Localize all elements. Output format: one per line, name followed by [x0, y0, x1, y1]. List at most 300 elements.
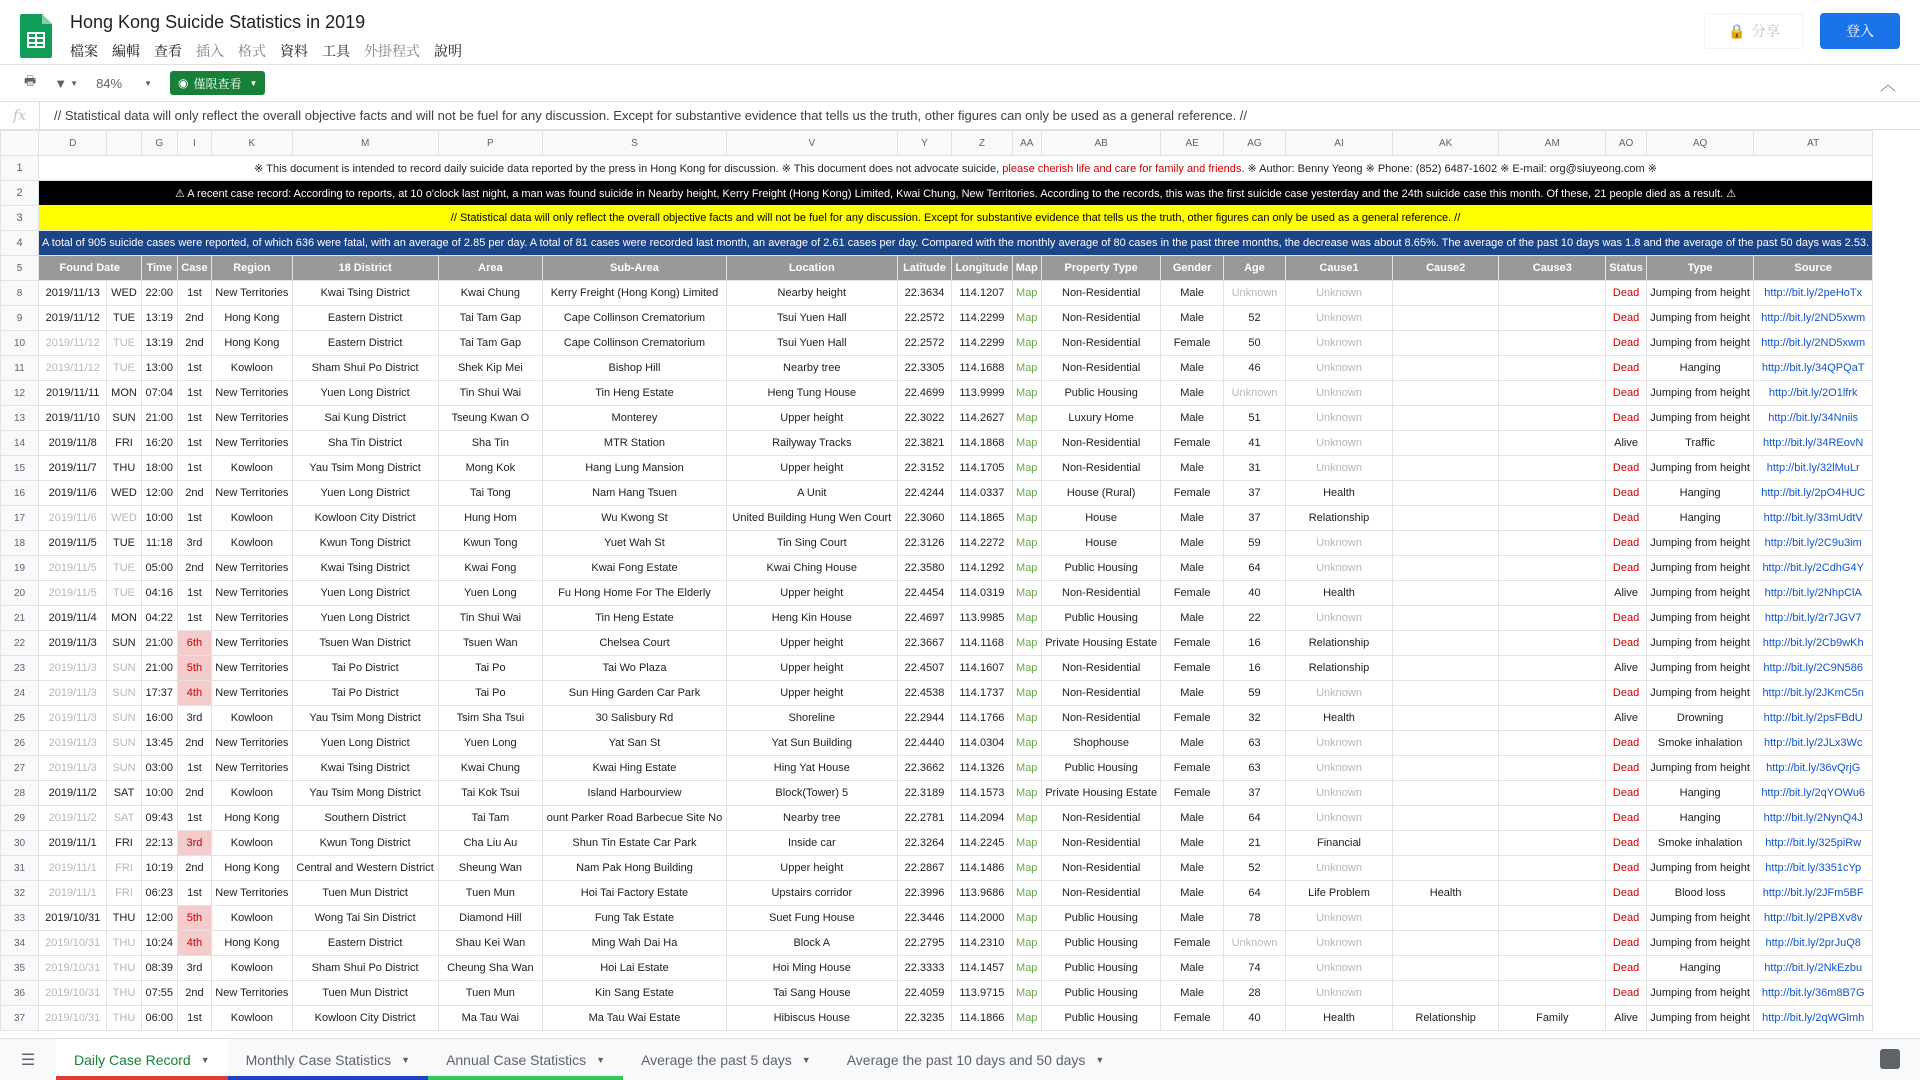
- row-number[interactable]: 5: [1, 256, 39, 281]
- district-cell[interactable]: Tuen Mun District: [292, 881, 438, 906]
- cause2-cell[interactable]: [1392, 406, 1499, 431]
- district-cell[interactable]: Southern District: [292, 806, 438, 831]
- sub-area-cell[interactable]: Hoi Tai Factory Estate: [543, 881, 727, 906]
- region-cell[interactable]: New Territories: [212, 556, 293, 581]
- case-cell[interactable]: 5th: [177, 656, 211, 681]
- location-cell[interactable]: Upstairs corridor: [726, 881, 897, 906]
- column-header[interactable]: AQ: [1646, 131, 1753, 156]
- property-type-cell[interactable]: Non-Residential: [1041, 456, 1161, 481]
- status-cell[interactable]: Dead: [1606, 731, 1647, 756]
- grid-area[interactable]: [0, 130, 1920, 1038]
- time-cell[interactable]: 17:37: [141, 681, 177, 706]
- gender-cell[interactable]: Male: [1161, 406, 1223, 431]
- gender-cell[interactable]: Female: [1161, 756, 1223, 781]
- property-type-cell[interactable]: Private Housing Estate: [1041, 631, 1161, 656]
- found-date-cell[interactable]: 2019/11/2: [39, 806, 107, 831]
- district-cell[interactable]: Kwai Tsing District: [292, 556, 438, 581]
- status-cell[interactable]: Alive: [1606, 431, 1647, 456]
- latitude-cell[interactable]: 22.4244: [897, 481, 951, 506]
- latitude-cell[interactable]: 22.4538: [897, 681, 951, 706]
- banner-cell[interactable]: [39, 156, 1873, 181]
- weekday-cell[interactable]: TUE: [107, 556, 141, 581]
- sub-area-cell[interactable]: Ma Tau Wai Estate: [543, 1006, 727, 1031]
- map-link[interactable]: Map: [1012, 406, 1041, 431]
- type-cell[interactable]: Jumping from height: [1646, 606, 1753, 631]
- latitude-cell[interactable]: 22.2867: [897, 856, 951, 881]
- found-date-cell[interactable]: 2019/11/3: [39, 731, 107, 756]
- cause1-cell[interactable]: Unknown: [1286, 456, 1393, 481]
- map-link[interactable]: Map: [1012, 456, 1041, 481]
- gender-cell[interactable]: Male: [1161, 506, 1223, 531]
- case-cell[interactable]: 1st: [177, 456, 211, 481]
- found-date-cell[interactable]: 2019/10/31: [39, 981, 107, 1006]
- gender-cell[interactable]: Male: [1161, 831, 1223, 856]
- property-type-cell[interactable]: Non-Residential: [1041, 806, 1161, 831]
- table-row[interactable]: [1, 706, 1873, 731]
- longitude-cell[interactable]: 114.1168: [952, 631, 1013, 656]
- property-type-cell[interactable]: Public Housing: [1041, 956, 1161, 981]
- time-cell[interactable]: 13:00: [141, 356, 177, 381]
- source-link[interactable]: http://bit.ly/34REovN: [1754, 431, 1873, 456]
- sub-area-cell[interactable]: Island Harbourview: [543, 781, 727, 806]
- area-cell[interactable]: Tai Kok Tsui: [438, 781, 543, 806]
- property-type-cell[interactable]: Non-Residential: [1041, 681, 1161, 706]
- area-cell[interactable]: Hung Hom: [438, 506, 543, 531]
- status-cell[interactable]: Dead: [1606, 281, 1647, 306]
- cause1-cell[interactable]: Unknown: [1286, 606, 1393, 631]
- share-button[interactable]: [1704, 13, 1804, 49]
- cause1-cell[interactable]: Unknown: [1286, 381, 1393, 406]
- gender-cell[interactable]: Female: [1161, 431, 1223, 456]
- header-gender[interactable]: Gender: [1161, 256, 1223, 281]
- type-cell[interactable]: Drowning: [1646, 706, 1753, 731]
- cause1-cell[interactable]: Unknown: [1286, 556, 1393, 581]
- status-cell[interactable]: Dead: [1606, 331, 1647, 356]
- cause2-cell[interactable]: [1392, 606, 1499, 631]
- row-number[interactable]: 35: [1, 956, 39, 981]
- cause3-cell[interactable]: [1499, 756, 1606, 781]
- found-date-cell[interactable]: 2019/11/4: [39, 606, 107, 631]
- gender-cell[interactable]: Female: [1161, 1006, 1223, 1031]
- latitude-cell[interactable]: 22.3060: [897, 506, 951, 531]
- age-cell[interactable]: 40: [1223, 1006, 1285, 1031]
- location-cell[interactable]: Suet Fung House: [726, 906, 897, 931]
- cause2-cell[interactable]: [1392, 456, 1499, 481]
- type-cell[interactable]: Jumping from height: [1646, 306, 1753, 331]
- age-cell[interactable]: 78: [1223, 906, 1285, 931]
- location-cell[interactable]: Railyway Tracks: [726, 431, 897, 456]
- weekday-cell[interactable]: SUN: [107, 706, 141, 731]
- area-cell[interactable]: Yuen Long: [438, 581, 543, 606]
- map-link[interactable]: Map: [1012, 756, 1041, 781]
- row-number[interactable]: 1: [1, 156, 39, 181]
- type-cell[interactable]: Jumping from height: [1646, 406, 1753, 431]
- source-link[interactable]: http://bit.ly/2O1lfrk: [1754, 381, 1873, 406]
- latitude-cell[interactable]: 22.3996: [897, 881, 951, 906]
- time-cell[interactable]: 21:00: [141, 656, 177, 681]
- map-link[interactable]: Map: [1012, 506, 1041, 531]
- gender-cell[interactable]: Male: [1161, 606, 1223, 631]
- property-type-cell[interactable]: House (Rural): [1041, 481, 1161, 506]
- longitude-cell[interactable]: 114.1705: [952, 456, 1013, 481]
- type-cell[interactable]: Hanging: [1646, 806, 1753, 831]
- cause2-cell[interactable]: [1392, 931, 1499, 956]
- latitude-cell[interactable]: 22.2572: [897, 306, 951, 331]
- banner-cell[interactable]: // Statistical data will only reflect the overall objective facts and will not be fuel for any discussion. Except for substantive evidence that tells us the truth, other figures can only be used as a general reference. //: [39, 206, 1873, 231]
- cause3-cell[interactable]: [1499, 981, 1606, 1006]
- latitude-cell[interactable]: 22.3580: [897, 556, 951, 581]
- row-number[interactable]: 36: [1, 981, 39, 1006]
- longitude-cell[interactable]: 113.9715: [952, 981, 1013, 1006]
- cause1-cell[interactable]: Unknown: [1286, 856, 1393, 881]
- found-date-cell[interactable]: 2019/11/8: [39, 431, 107, 456]
- area-cell[interactable]: Tsim Sha Tsui: [438, 706, 543, 731]
- type-cell[interactable]: Hanging: [1646, 481, 1753, 506]
- type-cell[interactable]: Jumping from height: [1646, 631, 1753, 656]
- cause1-cell[interactable]: Unknown: [1286, 681, 1393, 706]
- case-cell[interactable]: 1st: [177, 406, 211, 431]
- chevron-down-icon[interactable]: ▼: [401, 1054, 411, 1065]
- gender-cell[interactable]: Male: [1161, 956, 1223, 981]
- type-cell[interactable]: Jumping from height: [1646, 581, 1753, 606]
- header-longitude[interactable]: Longitude: [952, 256, 1013, 281]
- weekday-cell[interactable]: TUE: [107, 531, 141, 556]
- cause3-cell[interactable]: [1499, 556, 1606, 581]
- region-cell[interactable]: New Territories: [212, 756, 293, 781]
- district-cell[interactable]: Kwai Tsing District: [292, 281, 438, 306]
- location-cell[interactable]: Upper height: [726, 656, 897, 681]
- type-cell[interactable]: Jumping from height: [1646, 981, 1753, 1006]
- sub-area-cell[interactable]: Tin Heng Estate: [543, 606, 727, 631]
- district-cell[interactable]: Tsuen Wan District: [292, 631, 438, 656]
- age-cell[interactable]: 21: [1223, 831, 1285, 856]
- row-number[interactable]: 31: [1, 856, 39, 881]
- case-cell[interactable]: 6th: [177, 631, 211, 656]
- case-cell[interactable]: 2nd: [177, 981, 211, 1006]
- area-cell[interactable]: Tin Shui Wai: [438, 606, 543, 631]
- cause2-cell[interactable]: [1392, 581, 1499, 606]
- district-cell[interactable]: Eastern District: [292, 931, 438, 956]
- menu-addons[interactable]: 外掛程式: [364, 43, 420, 59]
- gender-cell[interactable]: Male: [1161, 806, 1223, 831]
- region-cell[interactable]: New Territories: [212, 381, 293, 406]
- time-cell[interactable]: 13:45: [141, 731, 177, 756]
- weekday-cell[interactable]: FRI: [107, 881, 141, 906]
- case-cell[interactable]: 1st: [177, 756, 211, 781]
- column-header[interactable]: K: [212, 131, 293, 156]
- source-link[interactable]: http://bit.ly/36vQrjG: [1754, 756, 1873, 781]
- district-cell[interactable]: Tuen Mun District: [292, 981, 438, 1006]
- weekday-cell[interactable]: THU: [107, 1006, 141, 1031]
- longitude-cell[interactable]: 114.2299: [952, 331, 1013, 356]
- weekday-cell[interactable]: TUE: [107, 306, 141, 331]
- age-cell[interactable]: 64: [1223, 806, 1285, 831]
- weekday-cell[interactable]: SAT: [107, 806, 141, 831]
- area-cell[interactable]: Kwun Tong: [438, 531, 543, 556]
- type-cell[interactable]: Hanging: [1646, 781, 1753, 806]
- age-cell[interactable]: 64: [1223, 881, 1285, 906]
- latitude-cell[interactable]: 22.4059: [897, 981, 951, 1006]
- found-date-cell[interactable]: 2019/11/3: [39, 706, 107, 731]
- region-cell[interactable]: Hong Kong: [212, 331, 293, 356]
- district-cell[interactable]: Kwai Tsing District: [292, 756, 438, 781]
- status-cell[interactable]: Alive: [1606, 1006, 1647, 1031]
- status-cell[interactable]: Dead: [1606, 981, 1647, 1006]
- weekday-cell[interactable]: WED: [107, 481, 141, 506]
- gender-cell[interactable]: Male: [1161, 306, 1223, 331]
- area-cell[interactable]: Tuen Mun: [438, 981, 543, 1006]
- row-number[interactable]: 9: [1, 306, 39, 331]
- area-cell[interactable]: Tai Po: [438, 656, 543, 681]
- sheet-tab-5[interactable]: [829, 1039, 1123, 1080]
- row-number[interactable]: 25: [1, 706, 39, 731]
- table-row[interactable]: [1, 731, 1873, 756]
- area-cell[interactable]: Sha Tin: [438, 431, 543, 456]
- sub-area-cell[interactable]: Kwai Fong Estate: [543, 556, 727, 581]
- age-cell[interactable]: Unknown: [1223, 281, 1285, 306]
- weekday-cell[interactable]: FRI: [107, 856, 141, 881]
- age-cell[interactable]: 16: [1223, 656, 1285, 681]
- district-cell[interactable]: Yuen Long District: [292, 381, 438, 406]
- gender-cell[interactable]: Female: [1161, 781, 1223, 806]
- map-link[interactable]: Map: [1012, 606, 1041, 631]
- age-cell[interactable]: 37: [1223, 481, 1285, 506]
- source-link[interactable]: http://bit.ly/3351cYp: [1754, 856, 1873, 881]
- location-cell[interactable]: Heng Kin House: [726, 606, 897, 631]
- location-cell[interactable]: Shoreline: [726, 706, 897, 731]
- time-cell[interactable]: 10:24: [141, 931, 177, 956]
- case-cell[interactable]: 1st: [177, 1006, 211, 1031]
- row-number[interactable]: 29: [1, 806, 39, 831]
- table-row[interactable]: [1, 956, 1873, 981]
- cause2-cell[interactable]: [1392, 856, 1499, 881]
- status-cell[interactable]: Dead: [1606, 881, 1647, 906]
- cause3-cell[interactable]: Family: [1499, 1006, 1606, 1031]
- time-cell[interactable]: 16:20: [141, 431, 177, 456]
- gender-cell[interactable]: Male: [1161, 381, 1223, 406]
- row-number[interactable]: 4: [1, 231, 39, 256]
- sub-area-cell[interactable]: Bishop Hill: [543, 356, 727, 381]
- type-cell[interactable]: Jumping from height: [1646, 531, 1753, 556]
- found-date-cell[interactable]: 2019/10/31: [39, 1006, 107, 1031]
- case-cell[interactable]: 3rd: [177, 706, 211, 731]
- region-cell[interactable]: New Territories: [212, 881, 293, 906]
- table-row[interactable]: [1, 856, 1873, 881]
- case-cell[interactable]: 2nd: [177, 856, 211, 881]
- gender-cell[interactable]: Male: [1161, 981, 1223, 1006]
- latitude-cell[interactable]: 22.4507: [897, 656, 951, 681]
- latitude-cell[interactable]: 22.3446: [897, 906, 951, 931]
- row-number[interactable]: 19: [1, 556, 39, 581]
- time-cell[interactable]: 07:55: [141, 981, 177, 1006]
- source-link[interactable]: http://bit.ly/34Nniis: [1754, 406, 1873, 431]
- case-cell[interactable]: 1st: [177, 431, 211, 456]
- location-cell[interactable]: Hing Yat House: [726, 756, 897, 781]
- menu-insert[interactable]: 插入: [196, 43, 224, 59]
- cause2-cell[interactable]: [1392, 531, 1499, 556]
- location-cell[interactable]: Heng Tung House: [726, 381, 897, 406]
- longitude-cell[interactable]: 114.2310: [952, 931, 1013, 956]
- map-link[interactable]: Map: [1012, 281, 1041, 306]
- property-type-cell[interactable]: Public Housing: [1041, 556, 1161, 581]
- property-type-cell[interactable]: Non-Residential: [1041, 331, 1161, 356]
- latitude-cell[interactable]: 22.3821: [897, 431, 951, 456]
- region-cell[interactable]: Hong Kong: [212, 856, 293, 881]
- status-cell[interactable]: Dead: [1606, 781, 1647, 806]
- weekday-cell[interactable]: THU: [107, 956, 141, 981]
- time-cell[interactable]: 13:19: [141, 306, 177, 331]
- cause2-cell[interactable]: [1392, 331, 1499, 356]
- district-cell[interactable]: Kowloon City District: [292, 506, 438, 531]
- row-number[interactable]: 23: [1, 656, 39, 681]
- age-cell[interactable]: Unknown: [1223, 931, 1285, 956]
- found-date-cell[interactable]: 2019/11/3: [39, 656, 107, 681]
- weekday-cell[interactable]: THU: [107, 906, 141, 931]
- area-cell[interactable]: Mong Kok: [438, 456, 543, 481]
- login-button[interactable]: 登入: [1820, 13, 1900, 49]
- type-cell[interactable]: Jumping from height: [1646, 656, 1753, 681]
- time-cell[interactable]: 21:00: [141, 631, 177, 656]
- sheet-tab-2[interactable]: [228, 1039, 428, 1080]
- status-cell[interactable]: Dead: [1606, 806, 1647, 831]
- latitude-cell[interactable]: 22.3333: [897, 956, 951, 981]
- status-cell[interactable]: Dead: [1606, 856, 1647, 881]
- print-button[interactable]: [24, 72, 36, 94]
- region-cell[interactable]: New Territories: [212, 631, 293, 656]
- area-cell[interactable]: Shau Kei Wan: [438, 931, 543, 956]
- chevron-down-icon[interactable]: ▼: [596, 1054, 606, 1065]
- weekday-cell[interactable]: MON: [107, 381, 141, 406]
- location-cell[interactable]: Upper height: [726, 631, 897, 656]
- gender-cell[interactable]: Male: [1161, 356, 1223, 381]
- column-header[interactable]: AB: [1041, 131, 1161, 156]
- age-cell[interactable]: 59: [1223, 681, 1285, 706]
- sub-area-cell[interactable]: Chelsea Court: [543, 631, 727, 656]
- weekday-cell[interactable]: SUN: [107, 756, 141, 781]
- latitude-cell[interactable]: 22.3152: [897, 456, 951, 481]
- cause1-cell[interactable]: Life Problem: [1286, 881, 1393, 906]
- type-cell[interactable]: Smoke inhalation: [1646, 731, 1753, 756]
- status-cell[interactable]: Alive: [1606, 581, 1647, 606]
- latitude-cell[interactable]: 22.2572: [897, 331, 951, 356]
- status-cell[interactable]: Dead: [1606, 356, 1647, 381]
- type-cell[interactable]: Jumping from height: [1646, 1006, 1753, 1031]
- area-cell[interactable]: Cha Liu Au: [438, 831, 543, 856]
- time-cell[interactable]: 10:00: [141, 506, 177, 531]
- location-cell[interactable]: United Building Hung Wen Court: [726, 506, 897, 531]
- cause2-cell[interactable]: [1392, 656, 1499, 681]
- property-type-cell[interactable]: Non-Residential: [1041, 881, 1161, 906]
- property-type-cell[interactable]: Public Housing: [1041, 906, 1161, 931]
- longitude-cell[interactable]: 114.2245: [952, 831, 1013, 856]
- district-cell[interactable]: Yau Tsim Mong District: [292, 706, 438, 731]
- latitude-cell[interactable]: 22.3126: [897, 531, 951, 556]
- found-date-cell[interactable]: 2019/11/3: [39, 631, 107, 656]
- table-row[interactable]: [1, 556, 1873, 581]
- source-link[interactable]: http://bit.ly/2NkEzbu: [1754, 956, 1873, 981]
- district-cell[interactable]: Yau Tsim Mong District: [292, 456, 438, 481]
- row-number[interactable]: 3: [1, 206, 39, 231]
- cause2-cell[interactable]: [1392, 706, 1499, 731]
- column-header[interactable]: S: [543, 131, 727, 156]
- menu-tools[interactable]: 工具: [322, 43, 350, 59]
- cause1-cell[interactable]: Unknown: [1286, 531, 1393, 556]
- source-link[interactable]: http://bit.ly/2ND5xwm: [1754, 306, 1873, 331]
- weekday-cell[interactable]: THU: [107, 456, 141, 481]
- type-cell[interactable]: Jumping from height: [1646, 856, 1753, 881]
- map-link[interactable]: Map: [1012, 631, 1041, 656]
- table-row[interactable]: [1, 656, 1873, 681]
- longitude-cell[interactable]: 114.1326: [952, 756, 1013, 781]
- gender-cell[interactable]: Male: [1161, 281, 1223, 306]
- longitude-cell[interactable]: 114.1737: [952, 681, 1013, 706]
- header-type[interactable]: Type: [1646, 256, 1753, 281]
- case-cell[interactable]: 1st: [177, 356, 211, 381]
- case-cell[interactable]: 3rd: [177, 831, 211, 856]
- column-header[interactable]: I: [177, 131, 211, 156]
- map-link[interactable]: Map: [1012, 481, 1041, 506]
- longitude-cell[interactable]: 114.1688: [952, 356, 1013, 381]
- map-link[interactable]: Map: [1012, 956, 1041, 981]
- table-row[interactable]: [1, 631, 1873, 656]
- status-cell[interactable]: Alive: [1606, 706, 1647, 731]
- sub-area-cell[interactable]: Nam Hang Tsuen: [543, 481, 727, 506]
- table-row[interactable]: [1, 356, 1873, 381]
- cause1-cell[interactable]: Health: [1286, 581, 1393, 606]
- table-row[interactable]: [1, 406, 1873, 431]
- column-header[interactable]: AE: [1161, 131, 1223, 156]
- cause3-cell[interactable]: [1499, 781, 1606, 806]
- sub-area-cell[interactable]: Wu Kwong St: [543, 506, 727, 531]
- source-link[interactable]: http://bit.ly/36m8B7G: [1754, 981, 1873, 1006]
- age-cell[interactable]: 63: [1223, 731, 1285, 756]
- district-cell[interactable]: Sai Kung District: [292, 406, 438, 431]
- property-type-cell[interactable]: Non-Residential: [1041, 656, 1161, 681]
- longitude-cell[interactable]: 114.1865: [952, 506, 1013, 531]
- table-row[interactable]: [1, 756, 1873, 781]
- weekday-cell[interactable]: TUE: [107, 356, 141, 381]
- time-cell[interactable]: 13:19: [141, 331, 177, 356]
- age-cell[interactable]: 59: [1223, 531, 1285, 556]
- zoom-select[interactable]: [96, 76, 152, 91]
- time-cell[interactable]: 04:16: [141, 581, 177, 606]
- column-header[interactable]: AK: [1392, 131, 1499, 156]
- weekday-cell[interactable]: TUE: [107, 581, 141, 606]
- district-cell[interactable]: Yuen Long District: [292, 581, 438, 606]
- case-cell[interactable]: 1st: [177, 281, 211, 306]
- longitude-cell[interactable]: 114.0319: [952, 581, 1013, 606]
- location-cell[interactable]: Tin Sing Court: [726, 531, 897, 556]
- type-cell[interactable]: Jumping from height: [1646, 681, 1753, 706]
- cause2-cell[interactable]: [1392, 356, 1499, 381]
- longitude-cell[interactable]: 114.2000: [952, 906, 1013, 931]
- status-cell[interactable]: Dead: [1606, 531, 1647, 556]
- sub-area-cell[interactable]: Fu Hong Home For The Elderly: [543, 581, 727, 606]
- table-row[interactable]: [1, 581, 1873, 606]
- type-cell[interactable]: Jumping from height: [1646, 756, 1753, 781]
- location-cell[interactable]: Tsui Yuen Hall: [726, 306, 897, 331]
- gender-cell[interactable]: Male: [1161, 856, 1223, 881]
- location-cell[interactable]: Block(Tower) 5: [726, 781, 897, 806]
- region-cell[interactable]: New Territories: [212, 731, 293, 756]
- type-cell[interactable]: Jumping from height: [1646, 456, 1753, 481]
- longitude-cell[interactable]: 113.9999: [952, 381, 1013, 406]
- source-link[interactable]: http://bit.ly/2C9N586: [1754, 656, 1873, 681]
- time-cell[interactable]: 11:18: [141, 531, 177, 556]
- sub-area-cell[interactable]: MTR Station: [543, 431, 727, 456]
- age-cell[interactable]: 64: [1223, 556, 1285, 581]
- column-header[interactable]: AG: [1223, 131, 1285, 156]
